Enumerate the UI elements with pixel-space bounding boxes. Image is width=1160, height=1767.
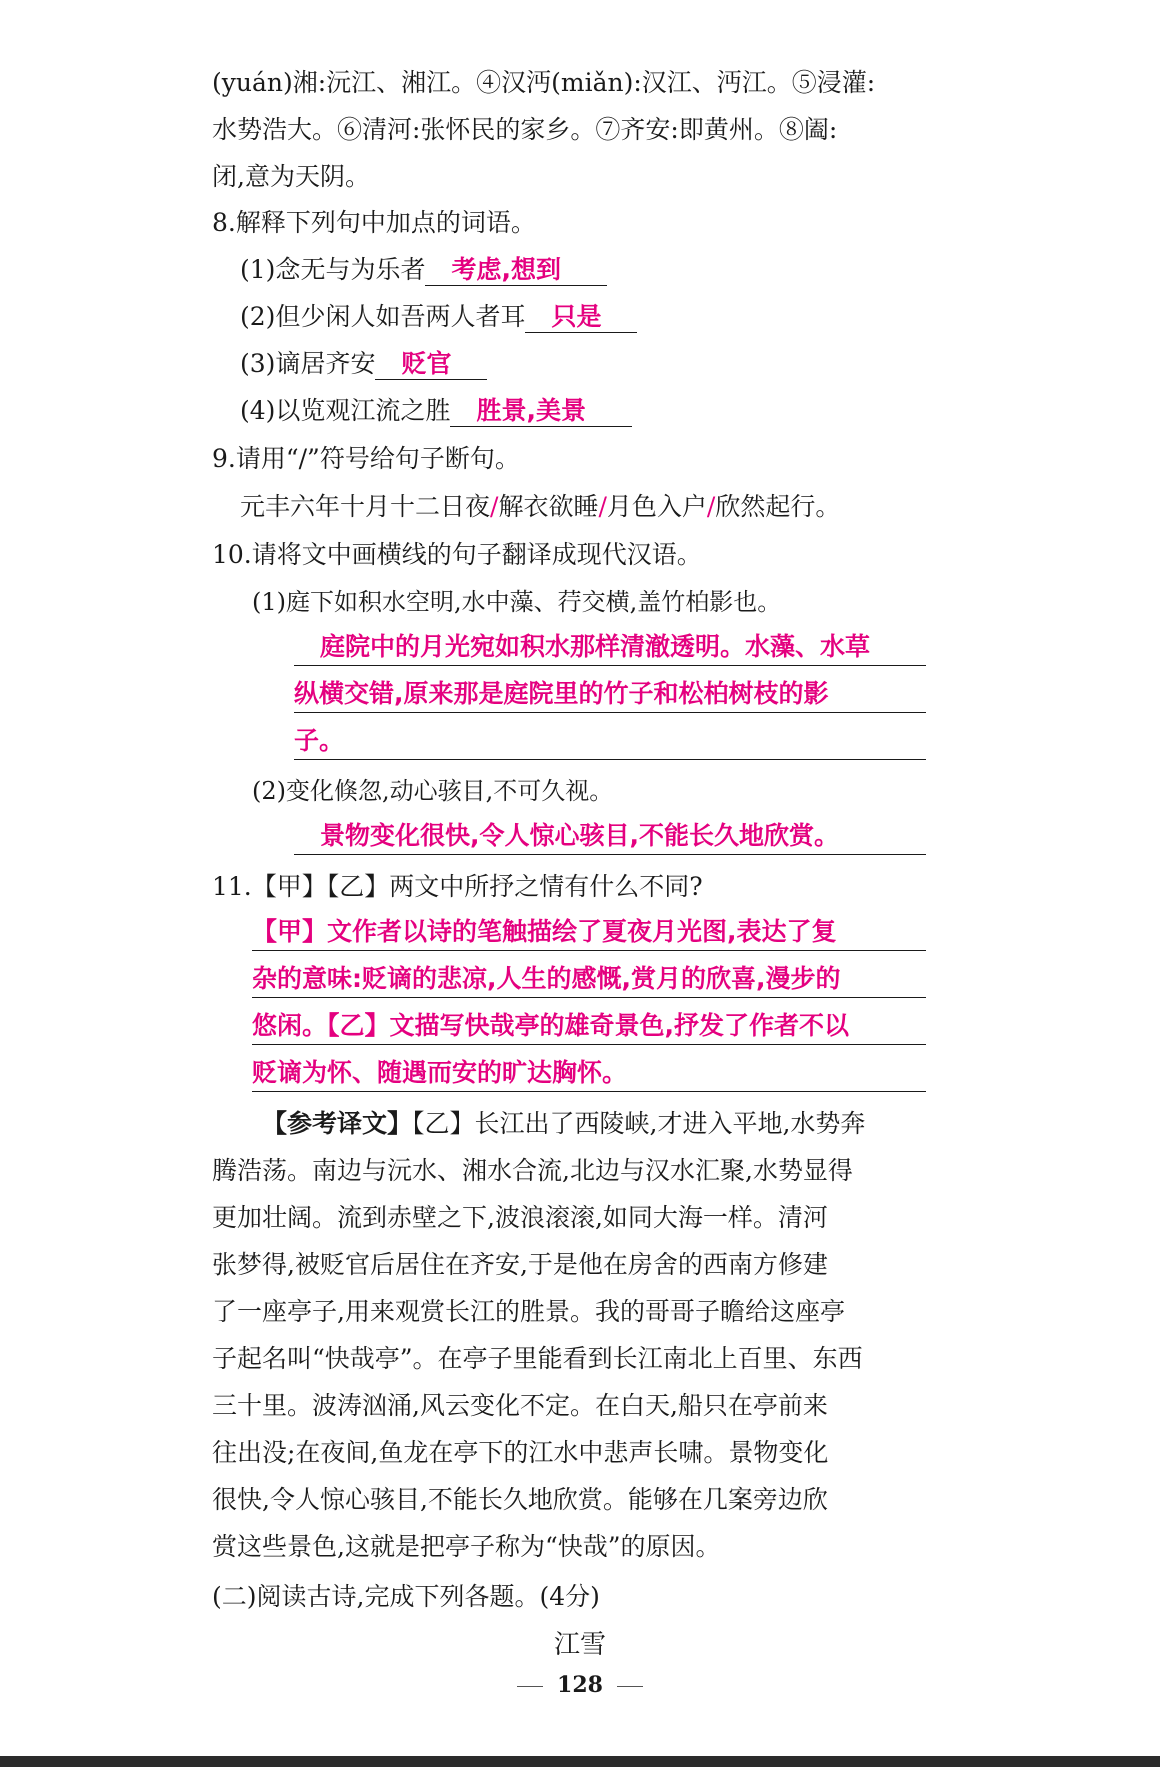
q8-item-2-dotted-word: 但	[275, 302, 301, 331]
translation-line-6: 子起名叫“快哉亭”。在亭子里能看到长江南北上百里、东西	[212, 1344, 863, 1373]
page-number-value: 128	[557, 1672, 603, 1698]
q8-item-1	[240, 253, 960, 287]
q8-item-2-number: (2)	[240, 302, 276, 331]
q8-item-3	[240, 347, 960, 381]
q8-item-2-answer-blank	[525, 302, 637, 333]
translation-line-9: 很快,令人惊心骇目,不能长久地欣赏。能够在几案旁边欣	[212, 1485, 828, 1514]
question-9-stem: 9.请用“/”符号给句子断句。	[212, 444, 520, 473]
q8-item-3-number: (3)	[240, 349, 276, 378]
q10-answer-1-line-2: 纵横交错,原来那是庭院里的竹子和松柏树枝的影	[294, 676, 926, 713]
q8-item-4-answer: 胜景,美景	[476, 396, 586, 425]
q9-slash-3: /	[706, 492, 716, 521]
poem-title: 江雪	[553, 1630, 606, 1660]
section-2-heading: (二)阅读古诗,完成下列各题。(4分)	[212, 1582, 600, 1611]
translation-label: 【参考译文】	[262, 1109, 413, 1138]
q8-item-4	[240, 394, 960, 428]
q9-sentence	[240, 490, 960, 524]
translation-line-3: 更加壮阔。流到赤壁之下,波浪滚滚,如同大海一样。清河	[212, 1203, 828, 1232]
q8-item-1-answer-blank	[425, 255, 607, 286]
q8-item-4-answer-blank	[450, 396, 632, 427]
q8-item-1-answer: 考虑,想到	[451, 255, 561, 284]
translation-line-8: 往出没;在夜间,鱼龙在亭下的江水中悲声长啸。景物变化	[212, 1438, 829, 1467]
q9-segment-4: 欣然起行。	[715, 492, 841, 521]
note-line-1: (yuán)湘:沅江、湘江。④汉沔(miǎn):汉江、沔江。⑤浸灌:	[212, 68, 876, 97]
q11-answer-line-1: 【甲】文作者以诗的笔触描绘了夏夜月光图,表达了复	[252, 914, 926, 951]
q11-answer-line-2: 杂的意味:贬谪的悲凉,人生的感慨,赏月的欣喜,漫步的	[252, 961, 926, 998]
q9-slash-1: /	[490, 492, 499, 521]
q8-item-3-dotted-word: 谪	[275, 349, 301, 378]
bottom-bar	[0, 1756, 1160, 1767]
question-10-stem: 10.请将文中画横线的句子翻译成现代汉语。	[212, 540, 702, 569]
q8-item-3-answer-blank	[375, 349, 487, 380]
page-number-dash-left	[517, 1686, 543, 1687]
q8-item-3-answer: 贬官	[401, 349, 452, 378]
q10-sentence-1: (1)庭下如积水空明,水中藻、荇交横,盖竹柏影也。	[252, 588, 782, 616]
translation-line-4: 张梦得,被贬官后居住在齐安,于是他在房舍的西南方修建	[212, 1250, 828, 1279]
question-8-stem: 8.解释下列句中加点的词语。	[212, 208, 536, 237]
q10-answer-1-line-1: 庭院中的月光宛如积水那样清澈透明。水藻、水草	[294, 629, 926, 666]
q8-item-2	[240, 300, 960, 334]
translation-line-1	[262, 1107, 982, 1141]
page-number	[0, 1672, 1160, 1698]
translation-line-10: 赏这些景色,这就是把亭子称为“快哉”的原因。	[212, 1532, 721, 1561]
q10-answer-2: 景物变化很快,令人惊心骇目,不能长久地欣赏。	[294, 818, 926, 855]
page-number-dash-right	[617, 1686, 643, 1687]
q8-item-4-dotted-word: 胜	[425, 396, 451, 425]
q9-segment-1: 元丰六年十月十二日夜	[240, 492, 491, 521]
q8-item-2-text: 少闲人如吾两人者耳	[300, 302, 526, 331]
q9-segment-2: 解衣欲睡	[498, 492, 599, 521]
translation-line-7: 三十里。波涛汹涌,风云变化不定。在白天,船只在亭前来	[212, 1391, 828, 1420]
q8-item-4-text: 以览观江流之	[275, 396, 426, 425]
translation-text-1: 【乙】长江出了西陵峡,才进入平地,水势奔	[412, 1109, 866, 1138]
q10-answer-1-line-3: 子。	[294, 723, 926, 760]
translation-line-2: 腾浩荡。南边与沅水、湘水合流,北边与汉水汇聚,水势显得	[212, 1156, 853, 1185]
q8-item-4-number: (4)	[240, 396, 276, 425]
question-11-stem: 11.【甲】【乙】两文中所抒之情有什么不同?	[212, 872, 703, 901]
q8-item-1-dotted-word: 念	[275, 255, 301, 284]
translation-line-5: 了一座亭子,用来观赏长江的胜景。我的哥哥子瞻给这座亭	[212, 1297, 845, 1326]
note-line-2: 水势浩大。⑥清河:张怀民的家乡。⑦齐安:即黄州。⑧阖:	[212, 115, 838, 144]
q9-segment-3: 月色入户	[606, 492, 707, 521]
q8-item-3-text: 居齐安	[300, 349, 376, 378]
note-line-3: 闭,意为天阴。	[212, 162, 370, 191]
q9-slash-2: /	[598, 492, 607, 521]
q10-sentence-2: (2)变化倏忽,动心骇目,不可久视。	[252, 777, 614, 805]
q8-item-1-text: 无与为乐者	[300, 255, 426, 284]
q8-item-2-answer: 只是	[551, 302, 602, 331]
q8-item-1-number: (1)	[240, 255, 276, 284]
q11-answer-line-3: 悠闲。【乙】文描写快哉亭的雄奇景色,抒发了作者不以	[252, 1008, 926, 1045]
q11-answer-line-4: 贬谪为怀、随遇而安的旷达胸怀。	[252, 1055, 926, 1092]
